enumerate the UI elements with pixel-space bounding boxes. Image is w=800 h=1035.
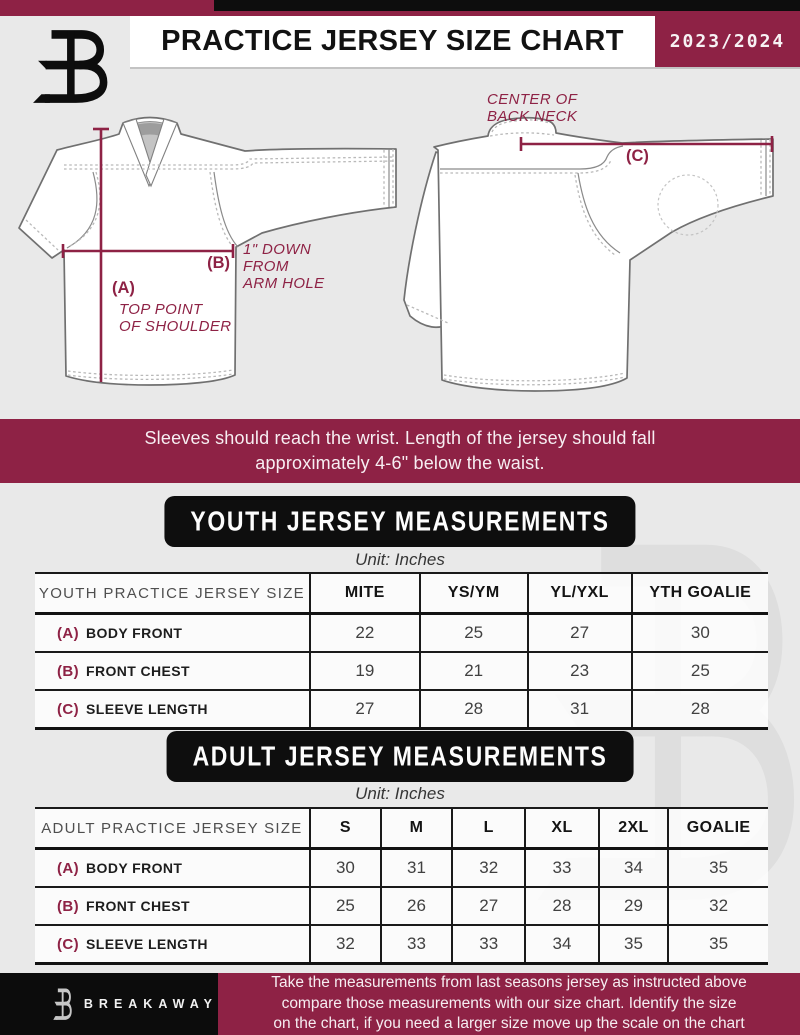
footer-brand-name: BREAKAWAY bbox=[83, 997, 218, 1011]
cell-value: 26 bbox=[381, 887, 452, 925]
label-letter-c: (C) bbox=[626, 147, 649, 165]
table-row bbox=[35, 849, 768, 888]
back-jersey-drawing bbox=[404, 118, 773, 391]
label-c-line2: BACK NECK bbox=[487, 108, 578, 125]
youth-col-mite: MITE bbox=[310, 573, 420, 614]
label-b-line2: FROM bbox=[243, 258, 289, 275]
cell-value: 21 bbox=[420, 652, 528, 690]
cell-value: 35 bbox=[668, 849, 768, 888]
breakaway-footer-logo-icon bbox=[52, 985, 73, 1023]
youth-measurements-table bbox=[35, 572, 768, 730]
cell-value: 35 bbox=[599, 925, 669, 964]
jersey-measurement-diagram bbox=[0, 85, 800, 420]
table-row bbox=[35, 614, 768, 653]
cell-value: 23 bbox=[528, 652, 632, 690]
youth-col-header: YOUTH PRACTICE JERSEY SIZE bbox=[35, 573, 310, 614]
label-a-line1: TOP POINT bbox=[119, 301, 203, 318]
row-letter: (C) bbox=[57, 700, 80, 718]
label-b-line1: 1" DOWN bbox=[243, 241, 312, 258]
youth-banner-title: YOUTH JERSEY MEASUREMENTS bbox=[190, 505, 610, 537]
footer-instructions bbox=[218, 973, 800, 1035]
footer-line-3: on the chart, if you need a larger size move up the scale on the chart bbox=[273, 1015, 745, 1033]
youth-col-ysym: YS/YM bbox=[420, 573, 528, 614]
footer-brand-block bbox=[0, 973, 218, 1035]
cell-value: 34 bbox=[599, 849, 669, 888]
adult-section-banner bbox=[167, 731, 634, 782]
label-c-line1: CENTER OF bbox=[487, 91, 578, 108]
cell-value: 32 bbox=[668, 887, 768, 925]
row-letter: (A) bbox=[57, 624, 80, 642]
adult-col-xl: XL bbox=[525, 808, 598, 849]
adult-col-m: M bbox=[381, 808, 452, 849]
table-row bbox=[35, 925, 768, 964]
cell-value: 33 bbox=[452, 925, 525, 964]
notice-line-2: approximately 4-6" below the waist. bbox=[255, 453, 545, 473]
cell-value: 31 bbox=[528, 690, 632, 729]
youth-row-b-label bbox=[35, 652, 310, 690]
table-row bbox=[35, 887, 768, 925]
notice-banner bbox=[0, 419, 800, 483]
cell-value: 30 bbox=[632, 614, 768, 653]
label-letter-a: (A) bbox=[112, 279, 135, 297]
cell-value: 27 bbox=[528, 614, 632, 653]
footer-line-1: Take the measurements from last seasons jersey as instructed above bbox=[271, 974, 747, 992]
adult-col-goalie: GOALIE bbox=[668, 808, 768, 849]
youth-section-banner bbox=[164, 496, 635, 547]
youth-row-a-label bbox=[35, 614, 310, 653]
adult-col-l: L bbox=[452, 808, 525, 849]
top-black-stripe bbox=[214, 0, 800, 11]
notice-line-1: Sleeves should reach the wrist. Length of the jersey should fall bbox=[144, 428, 656, 448]
cell-value: 25 bbox=[420, 614, 528, 653]
cell-value: 22 bbox=[310, 614, 420, 653]
adult-row-c-label bbox=[35, 925, 310, 964]
cell-value: 28 bbox=[632, 690, 768, 729]
youth-table-header-row bbox=[35, 573, 768, 614]
cell-value: 19 bbox=[310, 652, 420, 690]
page-title: PRACTICE JERSEY SIZE CHART bbox=[161, 25, 624, 57]
cell-value: 32 bbox=[310, 925, 381, 964]
row-title: SLEEVE LENGTH bbox=[86, 935, 208, 952]
adult-col-s: S bbox=[310, 808, 381, 849]
row-letter: (A) bbox=[57, 859, 80, 877]
title-box bbox=[130, 16, 655, 67]
adult-table-header-row bbox=[35, 808, 768, 849]
cell-value: 32 bbox=[452, 849, 525, 888]
cell-value: 35 bbox=[668, 925, 768, 964]
row-title: FRONT CHEST bbox=[86, 897, 190, 914]
cell-value: 33 bbox=[381, 925, 452, 964]
adult-measurements-table bbox=[35, 807, 768, 965]
cell-value: 29 bbox=[599, 887, 669, 925]
cell-value: 25 bbox=[310, 887, 381, 925]
label-b-line3: ARM HOLE bbox=[243, 275, 325, 292]
cell-value: 28 bbox=[525, 887, 598, 925]
adult-row-b-label bbox=[35, 887, 310, 925]
label-letter-b: (B) bbox=[207, 254, 230, 272]
row-title: FRONT CHEST bbox=[86, 662, 190, 679]
row-title: SLEEVE LENGTH bbox=[86, 700, 208, 717]
cell-value: 33 bbox=[525, 849, 598, 888]
season-label: 2023/2024 bbox=[669, 31, 786, 52]
cell-value: 31 bbox=[381, 849, 452, 888]
label-a-line2: OF SHOULDER bbox=[119, 318, 232, 335]
footer-line-2: compare those measurements with our size chart. Identify the size bbox=[281, 994, 737, 1012]
row-letter: (B) bbox=[57, 662, 80, 680]
row-letter: (C) bbox=[57, 935, 80, 953]
adult-col-2xl: 2XL bbox=[599, 808, 669, 849]
table-row bbox=[35, 690, 768, 729]
adult-banner-title: ADULT JERSEY MEASUREMENTS bbox=[192, 740, 608, 772]
cell-value: 30 bbox=[310, 849, 381, 888]
cell-value: 27 bbox=[310, 690, 420, 729]
table-row bbox=[35, 652, 768, 690]
adult-row-a-label bbox=[35, 849, 310, 888]
adult-col-header: ADULT PRACTICE JERSEY SIZE bbox=[35, 808, 310, 849]
cell-value: 25 bbox=[632, 652, 768, 690]
row-letter: (B) bbox=[57, 897, 80, 915]
row-title: BODY FRONT bbox=[86, 624, 183, 641]
row-title: BODY FRONT bbox=[86, 859, 183, 876]
cell-value: 27 bbox=[452, 887, 525, 925]
cell-value: 34 bbox=[525, 925, 598, 964]
youth-unit-label: Unit: Inches bbox=[355, 550, 445, 569]
cell-value: 28 bbox=[420, 690, 528, 729]
youth-row-c-label bbox=[35, 690, 310, 729]
youth-col-ylyxl: YL/YXL bbox=[528, 573, 632, 614]
adult-unit-label: Unit: Inches bbox=[355, 784, 445, 803]
youth-col-goalie: YTH GOALIE bbox=[632, 573, 768, 614]
season-badge bbox=[655, 16, 800, 67]
